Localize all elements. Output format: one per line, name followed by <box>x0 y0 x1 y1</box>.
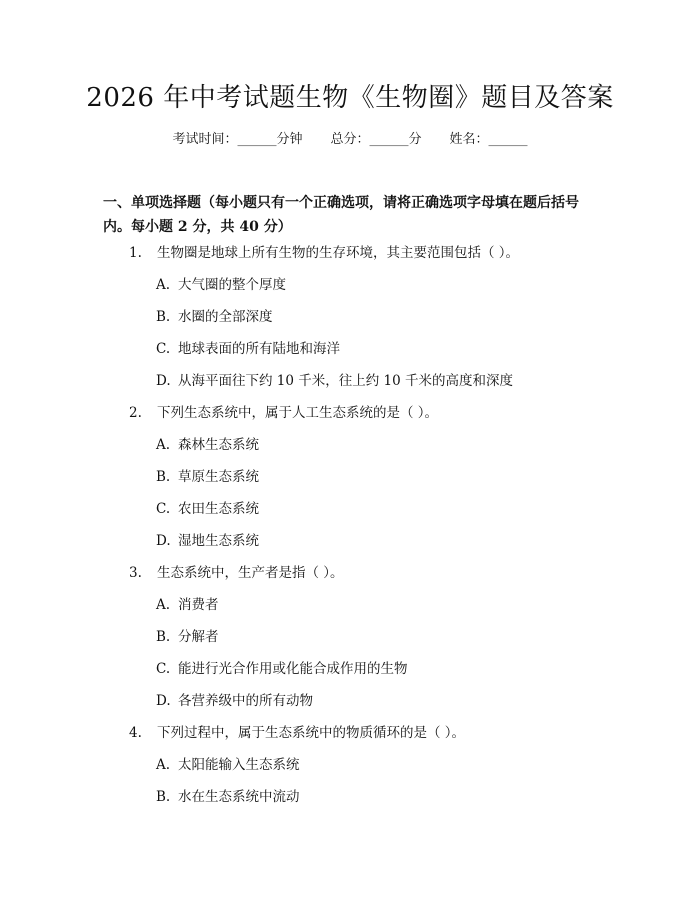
question-3-option-b <box>156 627 219 647</box>
question-2-option-a <box>156 435 259 455</box>
exam-info-line <box>0 130 700 150</box>
question-text: 下列过程中，属于生态系统中的物质循环的是（ ）。 <box>157 725 466 741</box>
option-letter: B. <box>156 469 171 485</box>
time-unit: 分钟 <box>276 132 303 147</box>
option-letter: D. <box>156 373 171 389</box>
option-text: 各营养级中的所有动物 <box>178 693 313 709</box>
time-blank: ______ <box>237 132 277 147</box>
option-letter: D. <box>156 693 171 709</box>
option-text: 水圈的全部深度 <box>178 309 273 325</box>
score-blank: ______ <box>369 132 409 147</box>
section-heading <box>103 191 603 239</box>
option-text: 消费者 <box>178 597 219 613</box>
question-number: 4. <box>129 725 142 741</box>
option-letter: A. <box>156 277 171 293</box>
question-1 <box>129 243 519 263</box>
question-text: 生物圈是地球上所有生物的生存环境，其主要范围包括（ ）。 <box>157 245 520 261</box>
option-letter: B. <box>156 309 171 325</box>
option-text: 水在生态系统中流动 <box>178 789 300 805</box>
section-heading-line-2: 内。每小题 2 分，共 40 分） <box>103 219 292 235</box>
question-text: 下列生态系统中，属于人工生态系统的是（ ）。 <box>157 405 439 421</box>
question-1-option-b <box>156 307 273 327</box>
option-text: 森林生态系统 <box>178 437 259 453</box>
question-4-option-a <box>156 755 300 775</box>
question-2-option-d <box>156 531 259 551</box>
question-number: 2. <box>129 405 142 421</box>
option-text: 大气圈的整个厚度 <box>178 277 286 293</box>
section-heading-line-1: 一、单项选择题（每小题只有一个正确选项，请将正确选项字母填在题后括号 <box>103 195 579 211</box>
question-4 <box>129 723 465 743</box>
question-2-option-b <box>156 467 259 487</box>
question-3 <box>129 563 344 583</box>
option-text: 农田生态系统 <box>178 501 259 517</box>
question-1-option-c <box>156 339 340 359</box>
question-3-option-d <box>156 691 313 711</box>
question-number: 1. <box>129 245 142 261</box>
score-unit: 分 <box>408 132 422 147</box>
option-text: 能进行光合作用或化能合成作用的生物 <box>178 661 408 677</box>
option-letter: D. <box>156 533 171 549</box>
option-text: 地球表面的所有陆地和海洋 <box>178 341 340 357</box>
option-letter: A. <box>156 437 171 453</box>
question-4-option-b <box>156 787 300 807</box>
score-label: 总分： <box>330 132 370 147</box>
time-label: 考试时间： <box>172 132 238 147</box>
option-text: 太阳能输入生态系统 <box>178 757 300 773</box>
option-letter: A. <box>156 757 171 773</box>
option-text: 湿地生态系统 <box>178 533 259 549</box>
option-letter: B. <box>156 789 171 805</box>
option-text: 从海平面往下约 10 千米，往上约 10 千米的高度和深度 <box>178 373 514 389</box>
option-letter: A. <box>156 597 171 613</box>
name-blank: ______ <box>488 132 528 147</box>
document-title: 2026 年中考试题生物《生物圈》题目及答案 <box>86 83 614 113</box>
option-text: 分解者 <box>178 629 219 645</box>
question-2 <box>129 403 438 423</box>
question-3-option-c <box>156 659 408 679</box>
option-letter: C. <box>156 501 171 517</box>
option-letter: B. <box>156 629 171 645</box>
question-3-option-a <box>156 595 219 615</box>
question-text: 生态系统中，生产者是指（ ）。 <box>157 565 344 581</box>
question-number: 3. <box>129 565 142 581</box>
option-text: 草原生态系统 <box>178 469 259 485</box>
option-letter: C. <box>156 341 171 357</box>
question-2-option-c <box>156 499 259 519</box>
question-1-option-d <box>156 371 513 391</box>
option-letter: C. <box>156 661 171 677</box>
name-label: 姓名： <box>449 132 489 147</box>
question-1-option-a <box>156 275 286 295</box>
